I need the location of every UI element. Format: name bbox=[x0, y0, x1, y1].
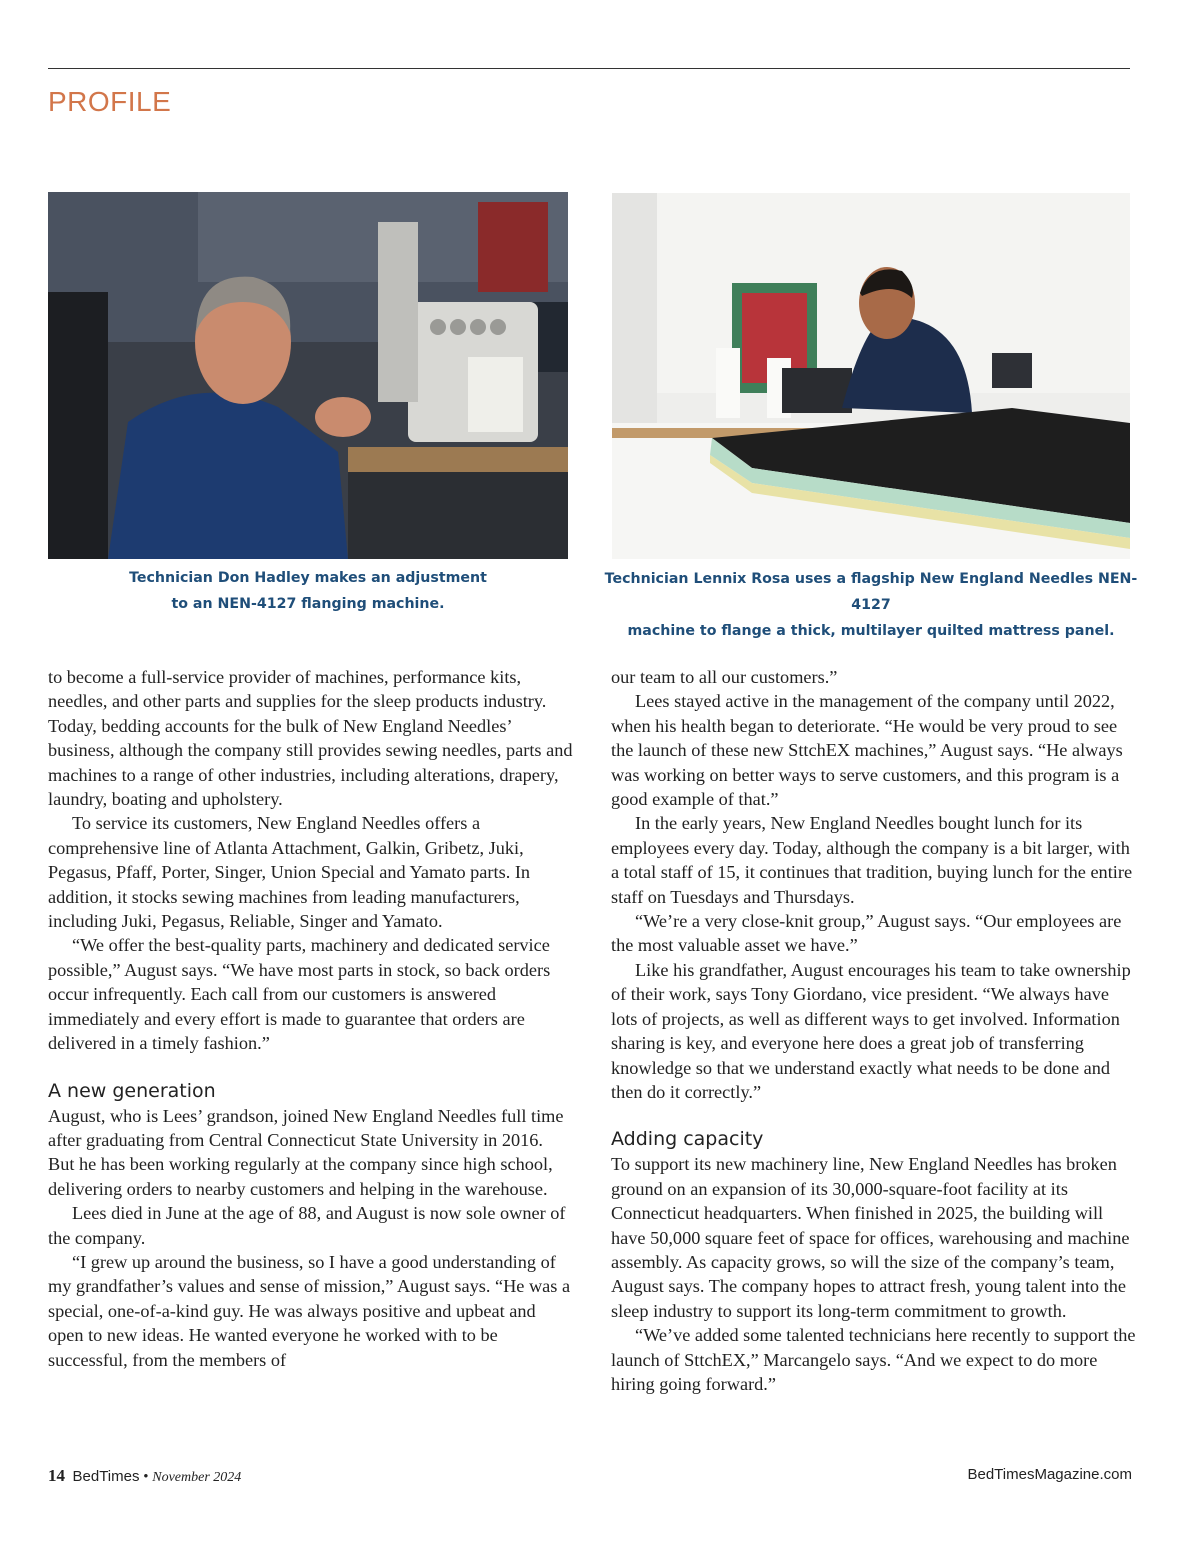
paragraph: our team to all our customers.” bbox=[611, 667, 838, 687]
footer-separator: • bbox=[143, 1469, 149, 1485]
photo-technician-hadley bbox=[48, 192, 568, 559]
page-number: 14 bbox=[48, 1466, 65, 1485]
paragraph: To service its customers, New England Needles offers a comprehensive line of Atlanta Attachment, Galkin, Gribetz, Juki, Pegasus, Pfaff, Porter, Singer, Union Special and Yamato parts. In addition, it stocks sewing machines from leading manufacturers, including Juki, Pegasus, Reliable, Singer and Yamato. bbox=[48, 813, 531, 932]
photo-caption-2 bbox=[600, 566, 1142, 644]
caption-line: Technician Lennix Rosa uses a flagship New England Needles NEN-4127 bbox=[604, 571, 1138, 613]
paragraph: “We offer the best-quality parts, machinery and dedicated service possible,” August says. “We have most parts in stock, so back orders occur infrequently. Each call from our customers is answered immediately and every effort is made to guarantee that orders are delivered in a timely fashion.” bbox=[48, 935, 551, 1054]
paragraph: August, who is Lees’ grandson, joined New England Needles full time after graduating from Central Connecticut State University in 2016. But he has been working regularly at the company since high school, delivering orders to nearby customers and helping in the warehouse. bbox=[48, 1105, 564, 1199]
photo-technician-rosa bbox=[612, 193, 1130, 559]
paragraph: “I grew up around the business, so I have a good understanding of my grandfather’s values and sense of mission,” August says. “He was a special, one-of-a-kind guy. He was always positive and upbeat and open to new ideas. He wanted everyone he worked with to be successful, from the members of bbox=[48, 1251, 571, 1370]
subheading: A new generation bbox=[48, 1079, 216, 1102]
header-rule bbox=[48, 68, 1130, 69]
issue-date: November 2024 bbox=[152, 1470, 242, 1485]
paragraph: Like his grandfather, August encourages his team to take ownership of their work, says Tony Giordano, vice president. “We always have lots of projects, as well as different ways to get involved. Information sharing is key, and everyone here does a great job of transferring knowledge so that we understand exactly what needs to be done and then do it correctly.” bbox=[611, 959, 1131, 1102]
body-column-left bbox=[48, 665, 573, 1372]
body-column-right bbox=[611, 665, 1136, 1396]
caption-line: to an NEN-4127 flanging machine. bbox=[171, 596, 445, 612]
caption-line: Technician Don Hadley makes an adjustment bbox=[129, 570, 487, 586]
website-link[interactable]: BedTimesMagazine.com bbox=[967, 1466, 1132, 1483]
subheading: Adding capacity bbox=[611, 1128, 764, 1151]
paragraph: Lees stayed active in the management of the company until 2022, when his health began to deteriorate. “He would be very proud to see the launch of these new SttchEX machines,” August says. “He always was working on better ways to serve customers, and this program is a good example of that.” bbox=[611, 691, 1123, 810]
paragraph: In the early years, New England Needles bought lunch for its employees every day. Today, although the company is a bit larger, with a total staff of 15, it continues that tradition, buying lunch for the entire staff on Tuesdays and Thursdays. bbox=[611, 813, 1133, 907]
paragraph: To support its new machinery line, New England Needles has broken ground on an expansion of its 30,000-square-foot facility at its Connecticut headquarters. When finished in 2025, the building will have 50,000 square feet of space for offices, warehousing and machine assembly. As capacity grows, so will the size of the company’s team, August says. The company hopes to attract fresh, young talent into the sleep industry to support its long-term commitment to growth. bbox=[611, 1154, 1130, 1321]
paragraph: “We’re a very close-knit group,” August says. “Our employees are the most valuable asset we have.” bbox=[611, 911, 1122, 956]
caption-line: machine to flange a thick, multilayer quilted mattress panel. bbox=[627, 623, 1115, 639]
paragraph: Lees died in June at the age of 88, and August is now sole owner of the company. bbox=[48, 1203, 566, 1248]
section-label: PROFILE bbox=[48, 86, 172, 117]
paragraph: “We’ve added some talented technicians here recently to support the launch of SttchEX,” Marcangelo says. “And we expect to do more hiring going forward.” bbox=[611, 1325, 1136, 1394]
photo-caption-1 bbox=[48, 565, 568, 617]
magazine-name: BedTimes bbox=[72, 1468, 140, 1485]
paragraph: to become a full-service provider of machines, performance kits, needles, and other parts and supplies for the sleep products industry. Today, bedding accounts for the bulk of New England Needles’ business, although the company still provides sewing needles, parts and machines to a range of other industries, including alterations, drapery, laundry, boating and upholstery. bbox=[48, 667, 573, 810]
footer-folio bbox=[48, 1466, 241, 1486]
